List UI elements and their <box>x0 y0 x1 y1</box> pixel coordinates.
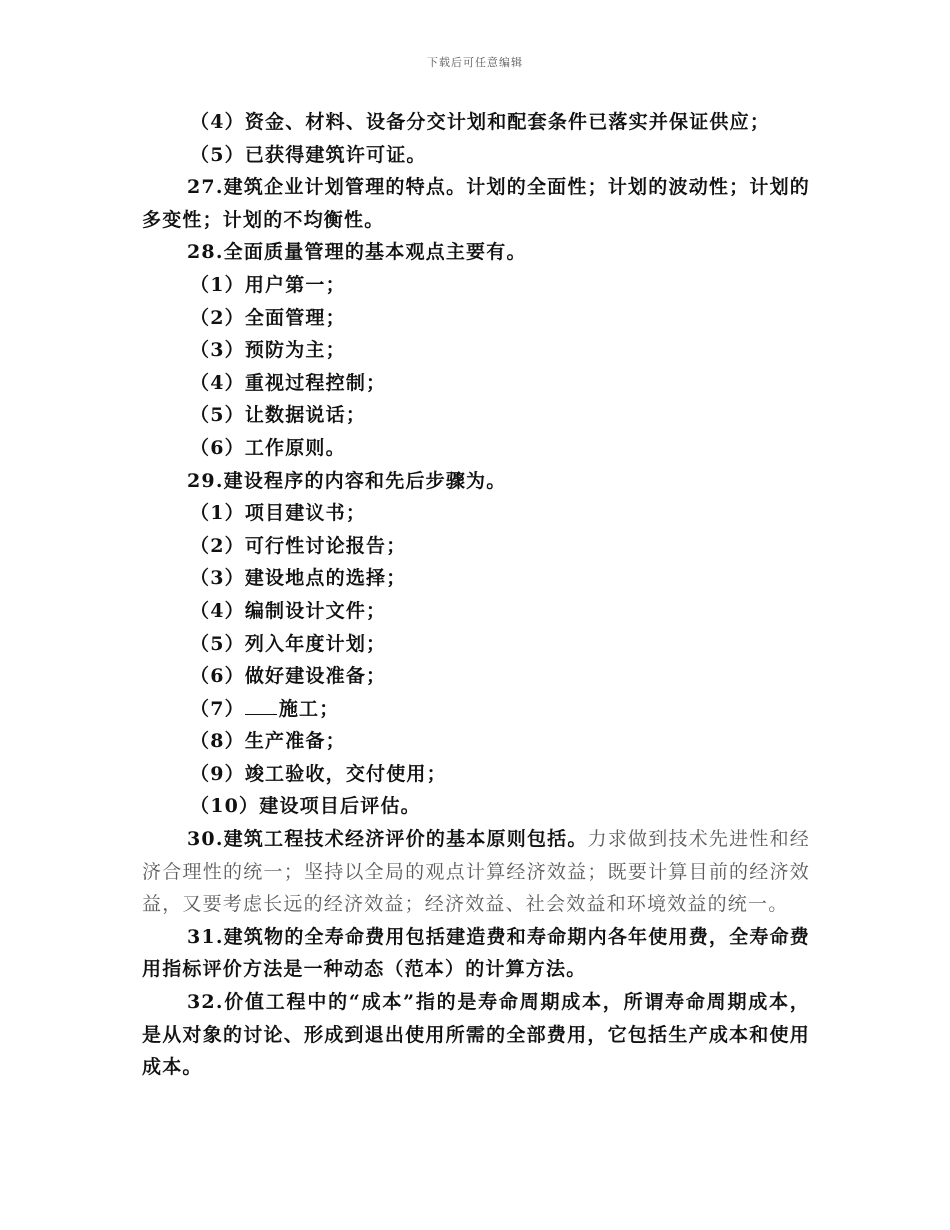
question-29: 29.建设程序的内容和先后步骤为。 <box>187 469 507 492</box>
item-text: 施工； <box>278 697 340 720</box>
list-item: （3）预防为主； <box>190 339 346 362</box>
item-number: （7） <box>190 697 245 720</box>
question-28: 28.全面质量管理的基本观点主要有。 <box>187 241 527 264</box>
list-item: （5）让数据说话； <box>190 404 367 427</box>
list-item: （6）工作原则。 <box>190 436 346 459</box>
list-item: （5）已获得建筑许可证。 <box>190 143 427 166</box>
page-header: 下载后可任意编辑 <box>427 56 523 69</box>
fill-in-blank <box>245 696 277 715</box>
paragraph-31: 31.建筑物的全寿命费用包括建造费和寿命期内各年使用费，全寿命费用指标评价方法是一种动态（范本）的计算方法。 <box>142 925 810 981</box>
list-item: （2）全面管理； <box>190 306 346 329</box>
list-item: （1）项目建议书； <box>190 502 367 525</box>
list-item: （4）重视过程控制； <box>190 371 387 394</box>
paragraph-30-lead: 30.建筑工程技术经济评价的基本原则包括。 <box>187 828 588 851</box>
list-item: （4）编制设计文件； <box>190 599 387 622</box>
paragraph-30-body: 力求做到技术先进性和经济合理性的统一；坚持以全局的观点计算经济效益；既要计算目前的经济效益，又要考虑长远的经济效益；经济效益、社会效益和环境效益的统一。 <box>142 828 810 916</box>
list-item: （8）生产准备； <box>190 730 346 753</box>
document-body <box>142 106 810 1084</box>
paragraph-30 <box>142 823 810 921</box>
list-item: （9）竣工验收，交付使用； <box>190 762 447 785</box>
list-item: （6）做好建设准备； <box>190 665 387 688</box>
list-item <box>142 693 810 726</box>
paragraph-32: 32.价值工程中的“成本”指的是寿命周期成本，所谓寿命周期成本，是从对象的讨论、形成到退出使用所需的全部费用，它包括生产成本和使用成本。 <box>142 991 810 1079</box>
list-item: （5）列入年度计划； <box>190 632 387 655</box>
list-item: （4）资金、材料、设备分交计划和配套条件已落实并保证供应； <box>190 111 771 133</box>
paragraph-27: 27.建筑企业计划管理的特点。计划的全面性；计划的波动性；计划的多变性；计划的不均衡性。 <box>142 176 810 231</box>
list-item: （1）用户第一； <box>190 273 346 296</box>
list-item: （10）建设项目后评估。 <box>190 795 421 818</box>
list-item: （3）建设地点的选择； <box>190 567 407 590</box>
list-item: （2）可行性讨论报告； <box>190 534 407 557</box>
